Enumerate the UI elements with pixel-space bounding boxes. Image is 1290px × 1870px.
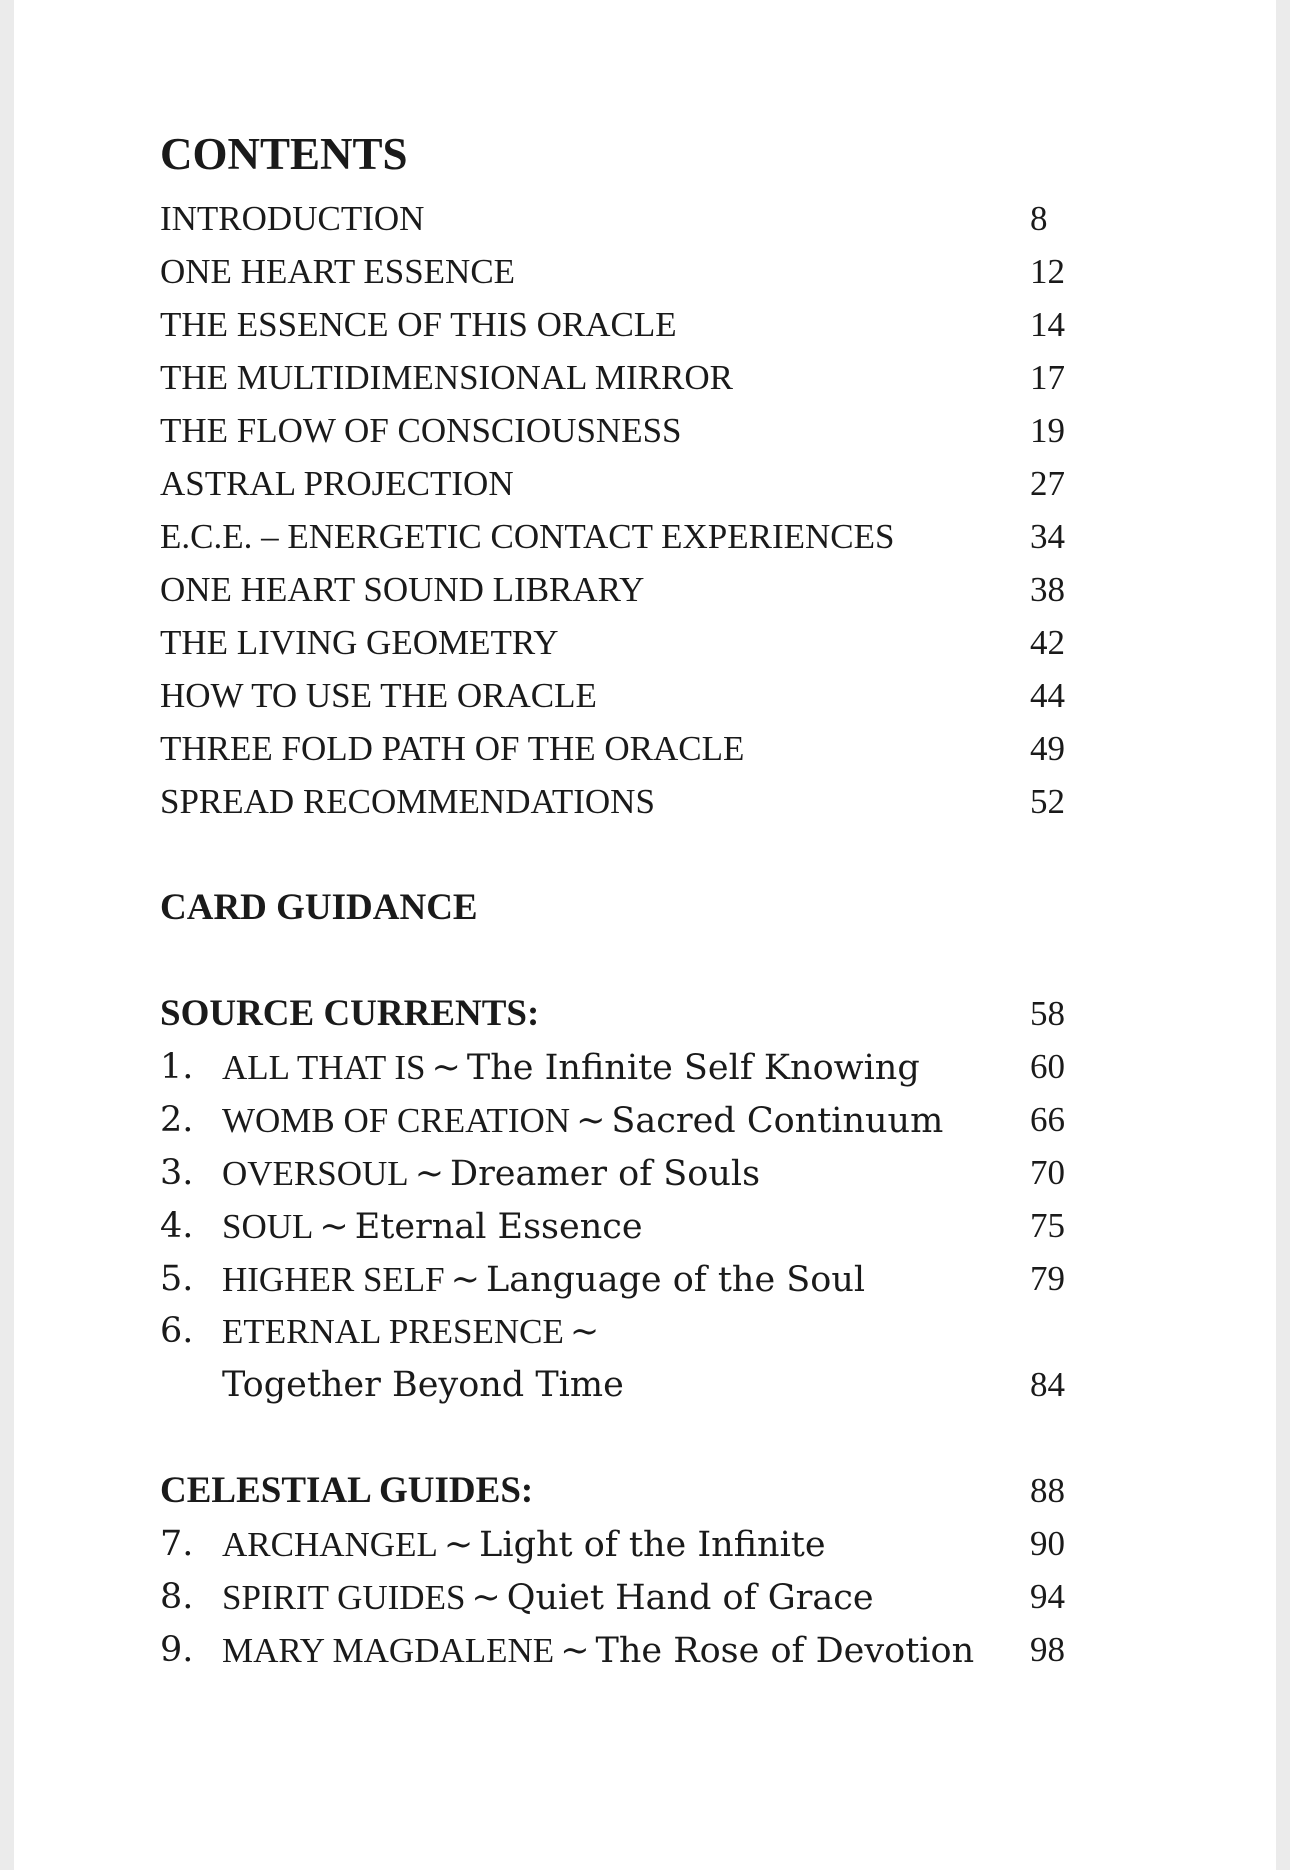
tilde-separator: ~	[560, 1631, 590, 1671]
toc-page: 44	[1030, 676, 1065, 715]
toc-label: ASTRAL PROJECTION	[160, 464, 514, 503]
toc-page: 42	[1030, 623, 1065, 662]
toc-row	[160, 298, 1090, 351]
toc-page: 17	[1030, 358, 1065, 397]
card-name: WOMB OF CREATION	[222, 1101, 571, 1140]
source-currents-section	[160, 987, 1090, 1411]
card-page: 98	[1030, 1630, 1065, 1669]
toc-label: THE MULTIDIMENSIONAL MIRROR	[160, 358, 733, 397]
card-subtitle: Sacred Continuum	[611, 1101, 944, 1141]
card-page: 90	[1030, 1524, 1065, 1563]
card-name: HIGHER SELF	[222, 1260, 445, 1299]
card-page: 60	[1030, 1047, 1065, 1086]
card-entry	[160, 1623, 1090, 1676]
table-of-contents	[160, 128, 1090, 1676]
card-subtitle: Language of the Soul	[485, 1260, 866, 1300]
toc-page: 19	[1030, 411, 1065, 450]
section-heading-row	[160, 1464, 1090, 1517]
tilde-separator: ~	[319, 1207, 349, 1247]
toc-page: 27	[1030, 464, 1065, 503]
card-entry	[160, 1199, 1090, 1252]
toc-label: THE FLOW OF CONSCIOUSNESS	[160, 411, 682, 450]
toc-label: SPREAD RECOMMENDATIONS	[160, 782, 655, 821]
toc-page: 12	[1030, 252, 1065, 291]
card-subtitle: Quiet Hand of Grace	[506, 1578, 874, 1618]
toc-row	[160, 404, 1090, 457]
section-heading-row	[160, 987, 1090, 1040]
card-subtitle: Dreamer of Souls	[450, 1154, 761, 1194]
card-entry	[160, 1570, 1090, 1623]
section-page: 88	[1030, 1471, 1065, 1510]
contents-title: CONTENTS	[160, 129, 408, 179]
card-number: 8.	[160, 1577, 194, 1617]
toc-page: 52	[1030, 782, 1065, 821]
source-currents-heading: SOURCE CURRENTS:	[160, 993, 540, 1034]
card-entry-continuation	[160, 1358, 1090, 1411]
toc-row	[160, 457, 1090, 510]
section-page: 58	[1030, 994, 1065, 1033]
toc-label: HOW TO USE THE ORACLE	[160, 676, 597, 715]
card-page: 75	[1030, 1206, 1065, 1245]
card-number: 3.	[160, 1153, 194, 1193]
card-subtitle: Together Beyond Time	[222, 1365, 624, 1405]
card-number: 4.	[160, 1206, 194, 1246]
card-subtitle: The Rose of Devotion	[595, 1631, 975, 1671]
celestial-guides-heading: CELESTIAL GUIDES:	[160, 1470, 534, 1511]
tilde-separator: ~	[471, 1578, 501, 1618]
card-number: 7.	[160, 1524, 194, 1564]
card-subtitle: Eternal Essence	[354, 1207, 643, 1247]
toc-row	[160, 616, 1090, 669]
toc-page: 38	[1030, 570, 1065, 609]
toc-label: ONE HEART SOUND LIBRARY	[160, 570, 645, 609]
card-guidance-heading: CARD GUIDANCE	[160, 887, 478, 928]
card-page: 84	[1030, 1365, 1065, 1404]
card-page: 66	[1030, 1100, 1065, 1139]
toc-row	[160, 563, 1090, 616]
celestial-guides-section	[160, 1464, 1090, 1676]
card-entry	[160, 1517, 1090, 1570]
toc-label: INTRODUCTION	[160, 199, 425, 238]
card-name: MARY MAGDALENE	[222, 1631, 555, 1670]
card-page: 79	[1030, 1259, 1065, 1298]
card-page: 94	[1030, 1577, 1065, 1616]
tilde-separator: ~	[414, 1154, 445, 1194]
tilde-separator: ~	[576, 1101, 606, 1141]
card-entry	[160, 1040, 1090, 1093]
toc-label: THE ESSENCE OF THIS ORACLE	[160, 305, 677, 344]
card-name: SPIRIT GUIDES	[222, 1578, 466, 1617]
toc-row	[160, 510, 1090, 563]
toc-label: E.C.E. – ENERGETIC CONTACT EXPERIENCES	[160, 517, 895, 556]
toc-row	[160, 192, 1090, 245]
card-name: OVERSOUL	[222, 1154, 409, 1193]
card-number: 1.	[160, 1047, 194, 1087]
toc-row	[160, 775, 1090, 828]
tilde-separator: ~	[450, 1260, 480, 1300]
card-name: ARCHANGEL	[222, 1525, 438, 1564]
toc-row	[160, 722, 1090, 775]
card-page: 70	[1030, 1153, 1065, 1192]
card-subtitle: Light of the Infinite	[479, 1525, 826, 1565]
tilde-separator: ~	[569, 1312, 600, 1352]
toc-label: THREE FOLD PATH OF THE ORACLE	[160, 729, 745, 768]
card-entry	[160, 1093, 1090, 1146]
card-name: ETERNAL PRESENCE	[222, 1312, 564, 1351]
toc-page: 34	[1030, 517, 1065, 556]
toc-page: 14	[1030, 305, 1065, 344]
card-name: ALL THAT IS	[222, 1048, 426, 1087]
card-number: 6.	[160, 1311, 194, 1351]
card-number: 9.	[160, 1630, 194, 1670]
card-subtitle: The Infinite Self Knowing	[466, 1048, 920, 1088]
toc-label: THE LIVING GEOMETRY	[160, 623, 559, 662]
document-page	[14, 0, 1276, 1870]
toc-page: 49	[1030, 729, 1065, 768]
toc-page: 8	[1030, 199, 1048, 238]
card-number: 5.	[160, 1259, 194, 1299]
tilde-separator: ~	[443, 1525, 474, 1565]
toc-row	[160, 669, 1090, 722]
toc-row	[160, 351, 1090, 404]
toc-label: ONE HEART ESSENCE	[160, 252, 516, 291]
tilde-separator: ~	[431, 1048, 461, 1088]
card-entry	[160, 1146, 1090, 1199]
card-number: 2.	[160, 1100, 194, 1140]
card-entry	[160, 1305, 1090, 1358]
toc-list	[160, 192, 1090, 828]
card-entry	[160, 1252, 1090, 1305]
card-name: SOUL	[222, 1207, 314, 1246]
toc-row	[160, 245, 1090, 298]
